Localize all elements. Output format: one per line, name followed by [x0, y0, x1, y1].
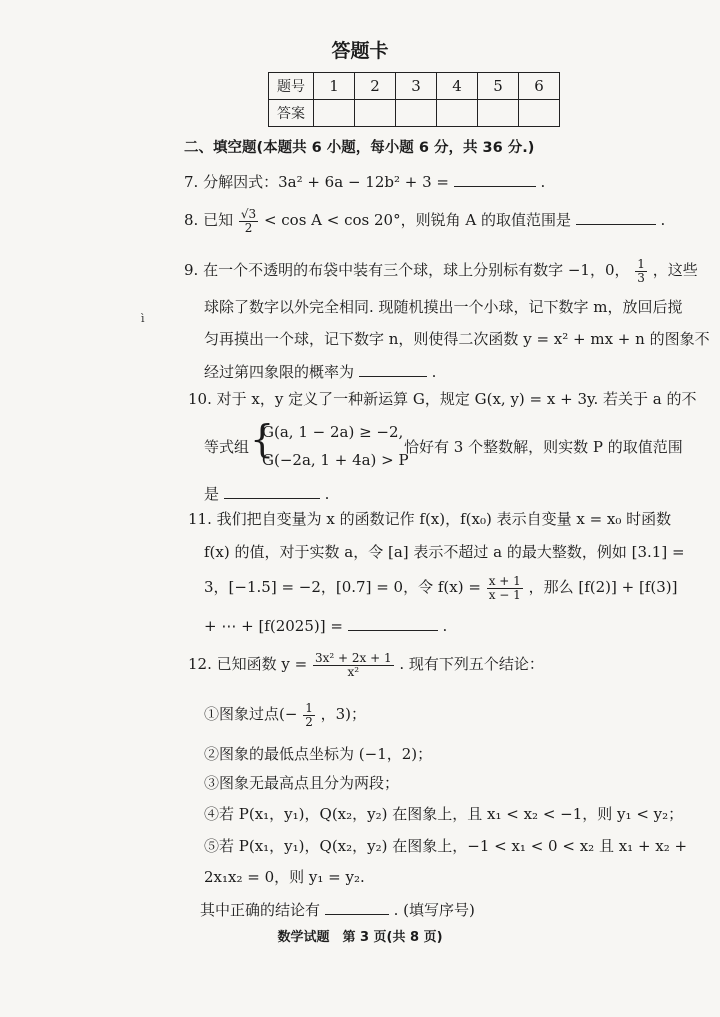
q9-text: 经过第四象限的概率为: [204, 363, 355, 381]
answer-table: [268, 72, 560, 127]
q10-answer-blank[interactable]: [224, 484, 320, 499]
page-footer: 数学试题 第 3 页(共 8 页): [277, 930, 443, 945]
q11-end: .: [442, 617, 448, 635]
row-label-answer: 答案: [269, 100, 314, 127]
answer-cell[interactable]: [437, 100, 478, 127]
q7-answer-blank[interactable]: [454, 172, 536, 187]
question-11-line-4: [204, 616, 447, 635]
q12-answer-blank[interactable]: [325, 900, 389, 915]
q9-text-end: ，这些: [652, 261, 698, 280]
question-11-line-2: f(x) 的值，对于实数 a，令 [a] 表示不超过 a 的最大整数，例如 [3.1] =: [204, 543, 685, 561]
q8-answer-blank[interactable]: [576, 210, 656, 225]
page-title: 答题卡: [331, 40, 389, 62]
fraction-numerator: 3x² + 2x + 1: [314, 651, 392, 665]
system-brace: {: [250, 417, 275, 461]
q11-text: + ⋯ + [f(2025)] =: [204, 617, 343, 635]
conclusion-1-fraction: [303, 702, 315, 728]
question-number-cell: 2: [355, 73, 396, 100]
fraction-denominator: 2: [305, 714, 313, 729]
conclusion-1-text: ①图象过点(−: [204, 705, 298, 724]
q11-text: 3，[−1.5] = −2，[0.7] = 0，令 f(x) =: [204, 578, 481, 597]
q12-fraction: [313, 652, 394, 678]
inequality-1: G(a, 1 − 2a) ≥ −2,: [262, 423, 404, 441]
question-12-line-1: [188, 652, 544, 678]
question-number-cell: 1: [314, 73, 355, 100]
q12-text-end: . 现有下列五个结论：: [399, 655, 544, 674]
fraction-numerator: x + 1: [488, 574, 521, 588]
row-label-question: 题号: [269, 73, 314, 100]
question-11-line-3: [204, 575, 677, 601]
q9-answer-blank[interactable]: [359, 362, 427, 377]
conclusion-4: ④若 P(x₁，y₁)，Q(x₂，y₂) 在图象上，且 x₁ < x₂ < −1，则 y₁ < y₂；: [204, 805, 684, 823]
question-9-line-2: 球除了数字以外完全相同. 现随机摸出一个小球，记下数字 m，放回后搅: [204, 298, 683, 316]
question-10-line-3: [204, 484, 329, 503]
question-10-line-1: 10. 对于 x，y 定义了一种新运算 G，规定 G(x, y) = x + 3y. 若关于 a 的不: [188, 390, 697, 408]
q12-text: 12. 已知函数 y =: [188, 655, 308, 674]
conclusion-1: [204, 702, 366, 728]
question-11-line-1: 11. 我们把自变量为 x 的函数记作 f(x)，f(x₀) 表示自变量 x = x₀ 时函数: [188, 510, 672, 528]
conclusion-5-line-2: 2x₁x₂ = 0，则 y₁ = y₂.: [204, 868, 365, 886]
answer-cell[interactable]: [314, 100, 355, 127]
q10-text: 是: [204, 485, 220, 503]
answer-cell[interactable]: [396, 100, 437, 127]
q8-fraction: [239, 208, 258, 234]
inequality-2: G(−2a, 1 + 4a) > P: [262, 451, 409, 469]
q10-end: .: [324, 485, 330, 503]
q9-fraction: [635, 258, 647, 284]
conclusion-3: ③图象无最高点且分为两段；: [204, 774, 400, 792]
q7-text: 7. 分解因式：3a² + 6a − 12b² + 3 =: [184, 173, 449, 191]
q11-fraction: [487, 575, 523, 601]
q12-end: . (填写序号): [393, 901, 475, 919]
conclusion-2: ②图象的最低点坐标为 (−1，2)；: [204, 745, 433, 763]
question-number-cell: 5: [478, 73, 519, 100]
fraction-numerator: 1: [637, 257, 645, 271]
q7-end: .: [540, 173, 546, 191]
q8-text-post: < cos A < cos 20°，则锐角 A 的取值范围是: [263, 211, 571, 230]
question-12-ending: [200, 900, 475, 919]
question-number-cell: 6: [519, 73, 560, 100]
question-number-cell: 4: [437, 73, 478, 100]
fraction-numerator: 1: [305, 701, 313, 715]
question-9-line-1: [184, 258, 698, 284]
question-7: [184, 172, 545, 191]
conclusion-1-text-end: ，3)；: [320, 705, 367, 724]
q12-text: 其中正确的结论有: [200, 901, 321, 919]
q8-text-pre: 8. 已知: [184, 211, 234, 230]
conclusion-5-line-1: ⑤若 P(x₁，y₁)，Q(x₂，y₂) 在图象上，−1 < x₁ < 0 < x₂ 且 x₁ + x₂ +: [204, 837, 688, 855]
q11-text-end: ，那么 [f(2)] + [f(3)]: [528, 578, 678, 597]
fraction-numerator: √3: [240, 207, 257, 221]
question-8: [184, 208, 665, 234]
q11-answer-blank[interactable]: [348, 616, 438, 631]
question-9-line-3: 匀再摸出一个球，记下数字 n，则使得二次函数 y = x² + mx + n 的图象不: [204, 330, 710, 348]
answer-cell[interactable]: [519, 100, 560, 127]
answer-cell[interactable]: [478, 100, 519, 127]
q9-end: .: [431, 363, 437, 381]
fraction-denominator: 2: [244, 220, 253, 235]
question-number-cell: 3: [396, 73, 437, 100]
fraction-denominator: x²: [347, 664, 360, 679]
answer-row: [269, 100, 560, 127]
question-10-line-2-end: 恰好有 3 个整数解，则实数 P 的取值范围: [404, 438, 683, 456]
fraction-denominator: x − 1: [488, 587, 521, 602]
question-9-line-4: [204, 362, 436, 381]
question-number-row: [269, 73, 560, 100]
q9-text: 9. 在一个不透明的布袋中装有三个球，球上分别标有数字 −1，0，: [184, 261, 630, 280]
fraction-denominator: 3: [637, 270, 645, 285]
answer-cell[interactable]: [355, 100, 396, 127]
section-header: 二、填空题(本题共 6 小题，每小题 6 分，共 36 分.): [184, 140, 535, 156]
q8-end: .: [660, 211, 666, 230]
question-10-prefix: 等式组: [204, 438, 250, 456]
margin-mark: ì: [141, 312, 145, 325]
